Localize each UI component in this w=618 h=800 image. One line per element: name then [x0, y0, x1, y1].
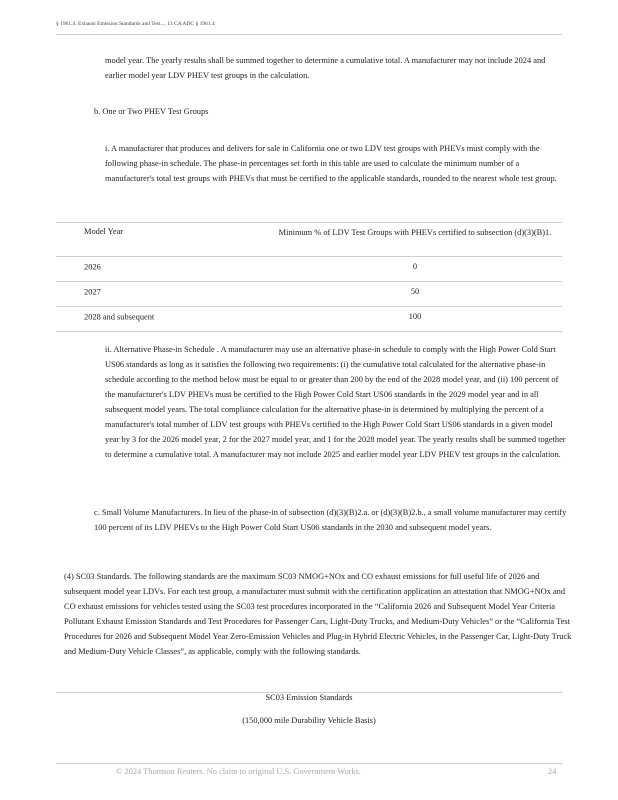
cell-model-year: 2028 and subsequent — [84, 312, 155, 322]
table-row — [56, 281, 562, 306]
phase-in-table — [56, 222, 562, 332]
paragraph-sc03-standards: (4) SC03 Standards. The following standards are the maximum SC03 NMOG+NOx and CO exhaust emissions for full useful life of 2026 and subsequent model year LDVs. For each test group, a manufacturer must submit with the certification application an attestation that NMOG+NOx and CO exhaust emissions for vehicles tested using the SC03 test procedures incorporated in the “California 2026 and Subsequent Model Year Criteria Pollutant Exhaust Emission Standards and Test Procedures for Passenger Cars, Light-Duty Trucks, and Medium-Duty Vehicles” or the “California Test Procedures for 2026 and Subsequent Model Year Zero-Emission Vehicles and Plug-in Hybrid Electric Vehicles, in the Passenger Car, Light-Duty Truck and Medium-Duty Vehicle Classes”, as applicable, comply with the following standards. — [64, 572, 572, 656]
sc03-table-title: SC03 Emission Standards — [265, 693, 353, 702]
column-header-minimum-percent: Minimum % of LDV Test Groups with PHEVs certified to subsection (d)(3)(B)1. — [278, 228, 552, 237]
cell-minimum-percent: 100 — [408, 311, 422, 321]
sc03-table-subtitle: (150,000 mile Durability Vehicle Basis) — [242, 716, 376, 725]
cell-minimum-percent: 0 — [412, 261, 418, 271]
heading-one-or-two-phev: b. One or Two PHEV Test Groups — [94, 107, 209, 116]
table-row — [56, 256, 562, 281]
cell-model-year: 2026 — [84, 262, 101, 272]
page-number: 24 — [548, 767, 557, 776]
header-rule — [56, 34, 562, 35]
footer-rule — [56, 763, 562, 764]
footer-copyright: © 2024 Thomson Reuters. No claim to original U.S. Government Works. — [116, 767, 361, 776]
table-row — [56, 306, 562, 332]
paragraph-small-volume: c. Small Volume Manufacturers. In lieu of the phase-in of subsection (d)(3)(B)2.a. or (d)(3)(B)2.b., a small volume manufacturer may certify 100 percent of its LDV PHEVs to the High Power Cold Start US06 standards in the 2030 and subsequent model years. — [94, 508, 567, 532]
paragraph-cumulative-total: model year. The yearly results shall be summed together to determine a cumulative total. A manufacturer may not include 2024 and earlier model year LDV PHEV test groups in the calculation. — [105, 56, 546, 80]
cell-model-year: 2027 — [84, 287, 101, 297]
column-header-model-year: Model Year — [84, 227, 124, 236]
paragraph-alternative-phase-in: ii. Alternative Phase-in Schedule . A manufacturer may use an alternative phase-in schedule to comply with the High Power Cold Start US06 standards as long as it satisfies the following two requirements: (i) the cumulative total calculated for the alternative phase-in schedule according to the method below must be equal to or greater than 200 by the end of the 2028 model year, and (ii) 100 percent of the manufacturer's LDV PHEVs must be certified to the High Power Cold Start US06 standards in the 2029 model year and in all subsequent model years. The total compliance calculation for the alternative phase-in is determined by multiplying the percent of a manufacturer's total number of LDV test groups with PHEVs certified to the High Power Cold Start US06 standards in a given model year by 3 for the 2026 model year, 2 for the 2027 model year, and 1 for the 2028 model year. The yearly results shall be summed together to determine a cumulative total. A manufacturer may not include 2025 and earlier model year LDV PHEV test groups in the calculation. — [105, 345, 566, 459]
table-header-row — [56, 222, 562, 256]
paragraph-phase-in-schedule: i. A manufacturer that produces and delivers for sale in California one or two LDV test groups with PHEVs must comply with the following phase-in schedule. The phase-in percentages set forth in this table are used to calculate the minimum number of a manufacturer's total test groups with PHEVs that must be certified to the applicable standards, rounded to the nearest whole test group. — [105, 144, 557, 183]
running-header: § 1961.4. Exhaust Emission Standards and Test..., 13 CA ADC § 1961.4 — [56, 21, 215, 27]
cell-minimum-percent: 50 — [410, 286, 420, 296]
